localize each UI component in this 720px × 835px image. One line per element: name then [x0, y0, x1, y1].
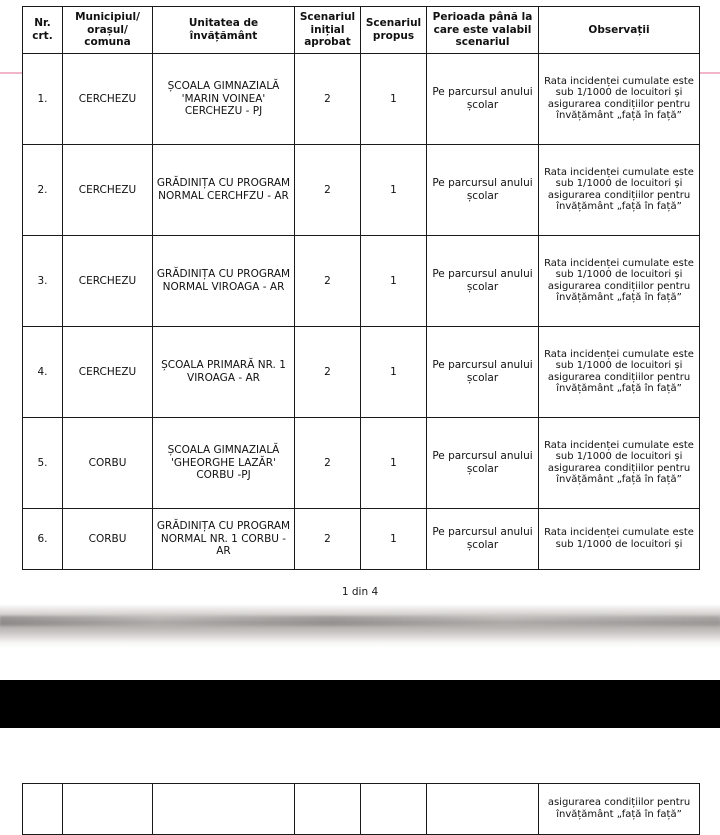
column-header-unitate: Unitatea de învățământ: [153, 7, 295, 54]
cell-observatii: Rata incidenței cumulate este sub 1/1000 de locuitori și asigurarea condițiilor pentru învățământ „față în față”: [539, 144, 700, 235]
column-header-perioada: Perioada până la care este valabil scenariul: [427, 7, 539, 54]
cell-scenariu-propus: 1: [361, 326, 427, 417]
cell-scenariu-initial: 2: [295, 326, 361, 417]
cell-scenariu-propus: 1: [361, 235, 427, 326]
cell-localitate: CERCHEZU: [63, 53, 153, 144]
cell-scenariu-propus: 1: [361, 508, 427, 569]
cell-observatii: Rata incidenței cumulate este sub 1/1000 de locuitori și: [539, 508, 700, 569]
cell-scenariu-initial: 2: [295, 53, 361, 144]
column-header-scenariu-propus: Scenariul propus: [361, 7, 427, 54]
cell-scenariu-initial: 2: [295, 144, 361, 235]
cell-nr: 6.: [23, 508, 63, 569]
cell-unitate: ȘCOALA PRIMARĂ NR. 1 VIROAGA - AR: [153, 326, 295, 417]
table-header: [23, 7, 700, 54]
cell-nr: 4.: [23, 326, 63, 417]
cell-scenariu-propus: 1: [361, 53, 427, 144]
cell-scenariu-propus: [361, 784, 427, 835]
table-header-row: [23, 7, 700, 54]
scenarios-table-continued: [22, 783, 700, 835]
table-body-continued: [23, 784, 700, 835]
cell-perioada: Pe parcursul anului școlar: [427, 326, 539, 417]
column-header-observatii: Observații: [539, 7, 700, 54]
cell-observatii: Rata incidenței cumulate este sub 1/1000 de locuitori și asigurarea condițiilor pentru învățământ „față în față”: [539, 53, 700, 144]
cell-unitate: GRĂDINIȚA CU PROGRAM NORMAL NR. 1 CORBU -AR: [153, 508, 295, 569]
cell-perioada: [427, 784, 539, 835]
cell-unitate: ȘCOALA GIMNAZIALĂ 'GHEORGHE LAZĂR' CORBU -PJ: [153, 417, 295, 508]
cell-observatii: asigurarea condițiilor pentru învățământ „față în față”: [539, 784, 700, 835]
cell-localitate: CORBU: [63, 508, 153, 569]
cell-scenariu-initial: 2: [295, 235, 361, 326]
table-row: [23, 784, 700, 835]
cell-unitate: GRĂDINIȚA CU PROGRAM NORMAL VIROAGA - AR: [153, 235, 295, 326]
cell-perioada: Pe parcursul anului școlar: [427, 53, 539, 144]
cell-scenariu-initial: [295, 784, 361, 835]
cell-observatii: Rata incidenței cumulate este sub 1/1000 de locuitori și asigurarea condițiilor pentru învățământ „față în față”: [539, 417, 700, 508]
cell-localitate: CERCHEZU: [63, 144, 153, 235]
table-row: [23, 417, 700, 508]
cell-perioada: Pe parcursul anului școlar: [427, 417, 539, 508]
cell-unitate: ȘCOALA GIMNAZIALĂ 'MARIN VOINEA' CERCHEZU - PJ: [153, 53, 295, 144]
cell-unitate: [153, 784, 295, 835]
table-row: [23, 235, 700, 326]
cell-perioada: Pe parcursul anului școlar: [427, 508, 539, 569]
scenarios-table: [22, 6, 700, 570]
table-row: [23, 53, 700, 144]
cell-perioada: Pe parcursul anului școlar: [427, 235, 539, 326]
cell-scenariu-initial: 2: [295, 417, 361, 508]
column-header-localitate: Municipiul/ orașul/ comuna: [63, 7, 153, 54]
cell-scenariu-initial: 2: [295, 508, 361, 569]
cell-scenariu-propus: 1: [361, 417, 427, 508]
table-body: [23, 53, 700, 569]
cell-nr: [23, 784, 63, 835]
column-header-nr: Nr. crt.: [23, 7, 63, 54]
cell-localitate: CORBU: [63, 417, 153, 508]
cell-observatii: Rata incidenței cumulate este sub 1/1000 de locuitori și asigurarea condițiilor pentru învățământ „față în față”: [539, 326, 700, 417]
cell-localitate: CERCHEZU: [63, 235, 153, 326]
scan-smear-artifact: [0, 604, 720, 648]
table-row: [23, 326, 700, 417]
cell-perioada: Pe parcursul anului școlar: [427, 144, 539, 235]
table-row: [23, 508, 700, 569]
cell-nr: 5.: [23, 417, 63, 508]
cell-scenariu-propus: 1: [361, 144, 427, 235]
cell-nr: 2.: [23, 144, 63, 235]
table-row: [23, 144, 700, 235]
page-number: 1 din 4: [341, 586, 379, 598]
cell-unitate: GRĂDINIȚA CU PROGRAM NORMAL CERCHFZU - AR: [153, 144, 295, 235]
cell-nr: 3.: [23, 235, 63, 326]
cell-nr: 1.: [23, 53, 63, 144]
cell-localitate: CERCHEZU: [63, 326, 153, 417]
page-separator-band: [0, 680, 720, 728]
cell-localitate: [63, 784, 153, 835]
cell-observatii: Rata incidenței cumulate este sub 1/1000 de locuitori și asigurarea condițiilor pentru învățământ „față în față”: [539, 235, 700, 326]
column-header-scenariu-initial: Scenariul inițial aprobat: [295, 7, 361, 54]
